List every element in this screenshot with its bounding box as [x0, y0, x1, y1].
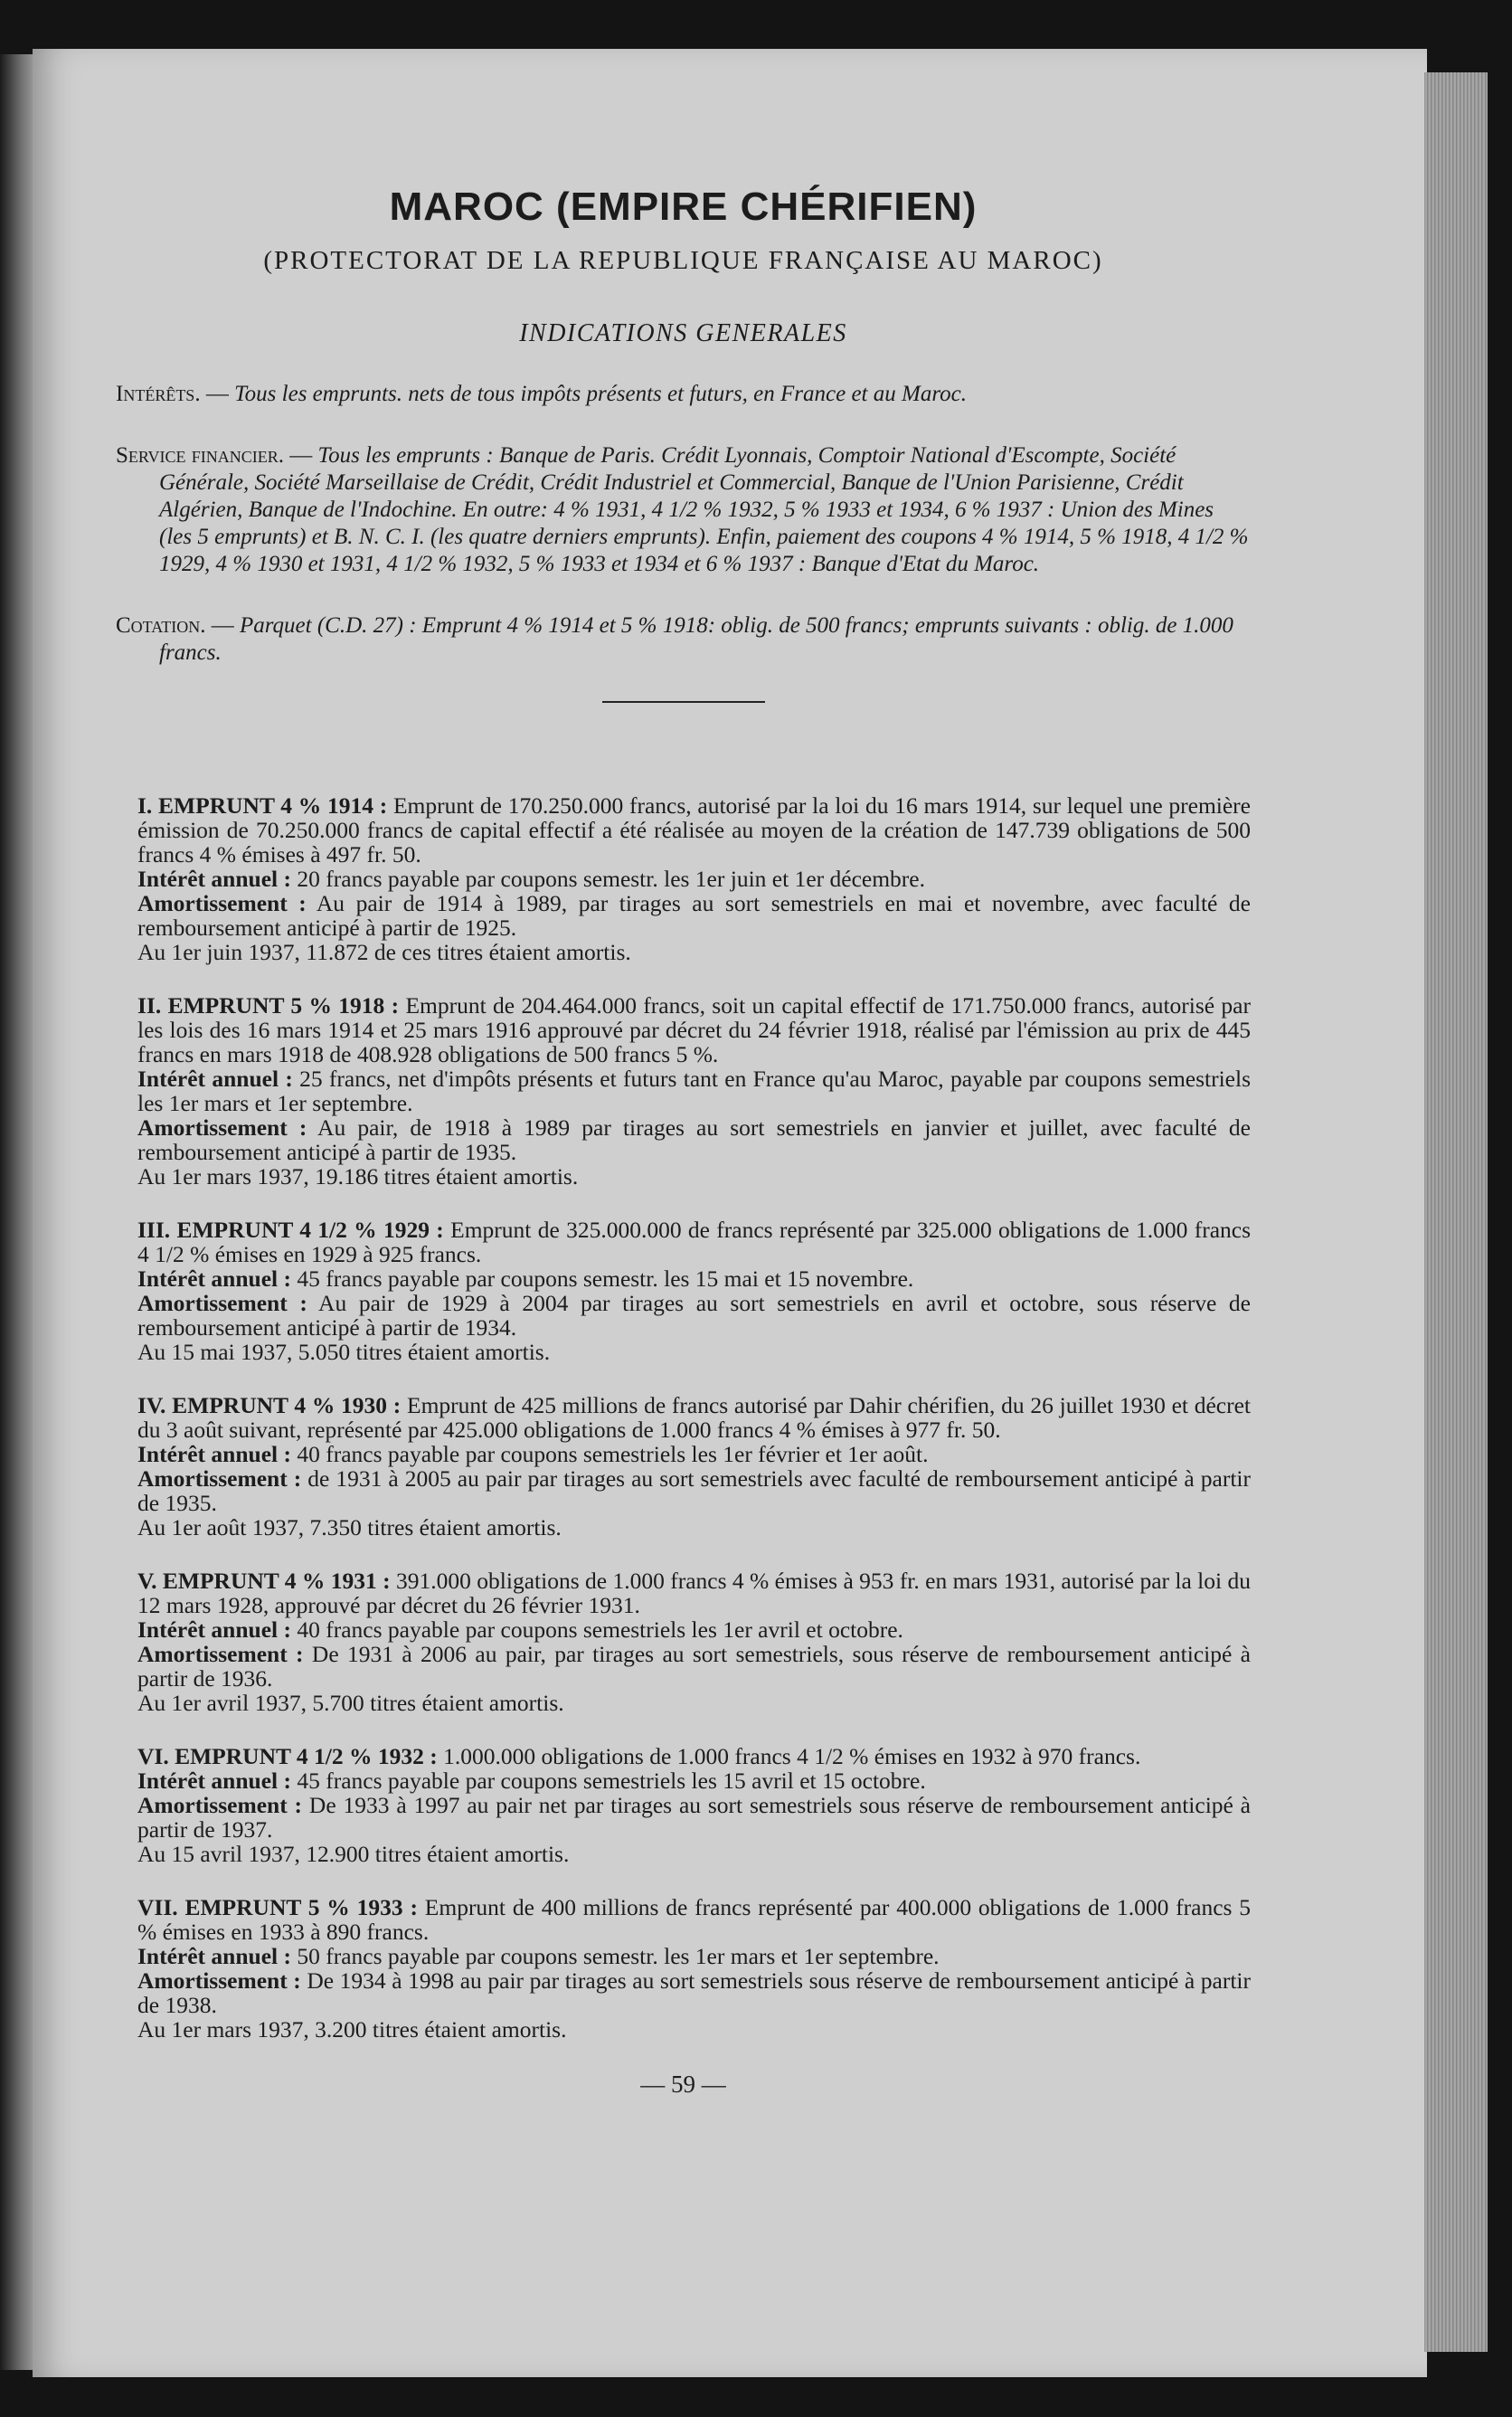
loan-entry: [116, 1393, 1251, 1540]
loan-description-text: Emprunt de 400 millions de francs représenté par 400.000 obligations de 1.000 francs 5 % émises en 1933 à 890 francs.: [137, 1894, 1252, 1945]
loan-description: [116, 1895, 1251, 1944]
loan-amortization: [116, 1115, 1251, 1164]
indication-interets: [116, 381, 1251, 408]
loan-description: [116, 1569, 1251, 1617]
loan-description-text: Emprunt de 170.250.000 francs, autorisé par la loi du 16 mars 1914, sur lequel une première émission de 70.250.000 francs de capital effectif a été réalisée au moyen de la création de 147.739 obligations de 500 francs 4 % émises à 497 fr. 50.: [137, 792, 1251, 867]
loan-entry: [116, 793, 1251, 964]
indication-text: Parquet (C.D. 27) : Emprunt 4 % 1914 et 5 % 1918: oblig. de 500 francs; emprunts suivants : oblig. de 1.000 francs.: [159, 613, 1233, 665]
indication-cotation: [116, 612, 1251, 667]
loan-note: Au 1er mars 1937, 19.186 titres étaient amortis.: [137, 1163, 579, 1190]
loan-description-text: Emprunt de 325.000.000 de francs représenté par 325.000 obligations de 1.000 francs 4 1/2 % émises en 1929 à 925 francs.: [137, 1217, 1252, 1267]
loan-entry: [116, 1895, 1251, 2042]
loan-interest: [116, 1768, 1251, 1793]
loan-heading: VII. EMPRUNT 5 % 1933 :: [137, 1894, 418, 1920]
loan-heading: V. EMPRUNT 4 % 1931 :: [137, 1568, 391, 1594]
interest-text: 45 francs payable par coupons semestr. les 15 mai et 15 novembre.: [297, 1265, 914, 1292]
interest-label: Intérêt annuel :: [137, 1943, 291, 1969]
loan-interest: [116, 1266, 1251, 1291]
loan-description: [116, 993, 1251, 1066]
loan-entry: [116, 993, 1251, 1189]
interest-label: Intérêt annuel :: [137, 1066, 293, 1092]
loan-description-text: 1.000.000 obligations de 1.000 francs 4 1/2 % émises en 1932 à 970 francs.: [443, 1743, 1141, 1769]
loan-amortization: [116, 1466, 1251, 1515]
amortization-label: Amortissement :: [137, 890, 307, 916]
loan-note: Au 15 mai 1937, 5.050 titres étaient amortis.: [137, 1339, 551, 1365]
indication-label: Service financier. —: [116, 443, 313, 468]
amortization-label: Amortissement :: [137, 1641, 304, 1667]
loan-interest: [116, 1617, 1251, 1642]
amortization-text: Au pair, de 1918 à 1989 par tirages au sort semestriels en janvier et juillet, avec faculté de remboursement anticipé à partir de 1935.: [137, 1114, 1251, 1165]
indication-text: Tous les emprunts : Banque de Paris. Crédit Lyonnais, Comptoir National d'Escompte, Société Générale, Société Marseillaise de Crédit, Crédit Industriel et Commercial, Banque de l'Union Parisienne, Crédit Algérien, Banque de l'Indochine. En outre: 4 % 1931, 4 1/2 % 1932, 5 % 1933 et 1934, 6 % 1937 : Union des Mines (les 5 emprunts) et B. N. C. I. (les quatre derniers emprunts). Enfin, paiement des coupons 4 % 1914, 5 % 1918, 4 1/2 % 1929, 4 % 1930 et 1931, 4 1/2 % 1932, 5 % 1933 et 1934 et 6 % 1937 : Banque d'Etat du Maroc.: [159, 443, 1249, 576]
loan-note: Au 15 avril 1937, 12.900 titres étaient amortis.: [137, 1841, 570, 1867]
loan-heading: II. EMPRUNT 5 % 1918 :: [137, 992, 400, 1019]
page-stack-edge: [1424, 72, 1488, 2352]
loan-description-text: 391.000 obligations de 1.000 francs 4 % émises à 953 fr. en mars 1931, autorisé par la loi du 12 mars 1928, approuvé par décret du 26 février 1931.: [137, 1568, 1251, 1618]
amortization-label: Amortissement :: [137, 1290, 307, 1316]
interest-text: 50 francs payable par coupons semestr. les 1er mars et 1er septembre.: [297, 1943, 940, 1969]
indication-label: Cotation. —: [116, 613, 234, 638]
amortization-label: Amortissement :: [137, 1967, 301, 1994]
loan-description-text: Emprunt de 425 millions de francs autorisé par Dahir chérifien, du 26 juillet 1930 et décret du 3 août suivant, représenté par 425.000 obligations de 1.000 francs 4 % émises à 977 fr. 50.: [137, 1392, 1251, 1443]
amortization-text: de 1931 à 2005 au pair par tirages au sort semestriels avec faculté de remboursement anticipé à partir de 1935.: [137, 1465, 1251, 1516]
page-content: [116, 185, 1251, 2099]
interest-label: Intérêt annuel :: [137, 1265, 291, 1292]
amortization-label: Amortissement :: [137, 1792, 303, 1818]
loan-description: [116, 1218, 1251, 1266]
book-gutter: [0, 54, 34, 2370]
loan-entry: [116, 1218, 1251, 1364]
loan-heading: VI. EMPRUNT 4 1/2 % 1932 :: [137, 1743, 438, 1769]
loan-note: Au 1er mars 1937, 3.200 titres étaient amortis.: [137, 2016, 567, 2043]
loan-note: Au 1er juin 1937, 11.872 de ces titres étaient amortis.: [137, 939, 631, 965]
interest-text: 20 francs payable par coupons semestr. les 1er juin et 1er décembre.: [297, 866, 925, 892]
interest-label: Intérêt annuel :: [137, 1441, 291, 1467]
loan-interest: [116, 867, 1251, 891]
loan-amortization: [116, 1793, 1251, 1842]
section-title: INDICATIONS GENERALES: [519, 319, 847, 347]
interest-label: Intérêt annuel :: [137, 1616, 291, 1643]
loan-interest: [116, 1442, 1251, 1466]
indication-label: Intérêts. —: [116, 382, 229, 406]
loan-note: Au 1er août 1937, 7.350 titres étaient amortis.: [137, 1514, 562, 1540]
amortization-label: Amortissement :: [137, 1465, 302, 1492]
amortization-text: De 1933 à 1997 au pair net par tirages au sort semestriels sous réserve de remboursement anticipé à partir de 1937.: [137, 1792, 1252, 1843]
loan-heading: IV. EMPRUNT 4 % 1930 :: [137, 1392, 402, 1418]
amortization-label: Amortissement :: [137, 1114, 307, 1141]
page-number: — 59 —: [640, 2071, 726, 2098]
loan-note: Au 1er avril 1937, 5.700 titres étaient amortis.: [137, 1690, 564, 1716]
interest-text: 45 francs payable par coupons semestriels les 15 avril et 15 octobre.: [297, 1768, 926, 1794]
interest-label: Intérêt annuel :: [137, 1768, 291, 1794]
page-subtitle: (PROTECTORAT DE LA REPUBLIQUE FRANÇAISE AU MAROC): [263, 246, 1103, 275]
interest-text: 40 francs payable par coupons semestriels les 1er février et 1er août.: [297, 1441, 929, 1467]
indication-text: Tous les emprunts. nets de tous impôts présents et futurs, en France et au Maroc.: [234, 382, 967, 406]
loans-list: [116, 793, 1251, 2042]
loan-description-text: Emprunt de 204.464.000 francs, soit un capital effectif de 171.750.000 francs, autorisé par les lois des 16 mars 1914 et 25 mars 1916 approuvé par décret du 24 février 1918, réalisé par l'émission au prix de 445 francs en mars 1918 de 408.928 obligations de 500 francs 5 %.: [137, 992, 1251, 1067]
loan-heading: III. EMPRUNT 4 1/2 % 1929 :: [137, 1217, 444, 1243]
loan-description: [116, 793, 1251, 867]
loan-description: [116, 1393, 1251, 1442]
loan-description: [116, 1744, 1251, 1768]
section-divider: [602, 701, 765, 703]
indication-service-financier: [116, 442, 1251, 578]
interest-label: Intérêt annuel :: [137, 866, 291, 892]
loan-entry: [116, 1744, 1251, 1866]
loan-amortization: [116, 891, 1251, 940]
amortization-text: De 1934 à 1998 au pair par tirages au sort semestriels sous réserve de remboursement anticipé à partir de 1938.: [137, 1967, 1251, 2018]
loan-interest: [116, 1944, 1251, 1968]
amortization-text: Au pair de 1914 à 1989, par tirages au sort semestriels en mai et novembre, avec faculté de remboursement anticipé à partir de 1925.: [137, 890, 1251, 941]
book-page: [33, 49, 1427, 2377]
loan-heading: I. EMPRUNT 4 % 1914 :: [137, 792, 388, 819]
loan-amortization: [116, 1968, 1251, 2017]
loan-entry: [116, 1569, 1251, 1715]
loan-amortization: [116, 1642, 1251, 1691]
interest-text: 25 francs, net d'impôts présents et futurs tant en France qu'au Maroc, payable par coupons semestriels les 1er mars et 1er septembre.: [137, 1066, 1252, 1116]
loan-amortization: [116, 1291, 1251, 1340]
amortization-text: De 1931 à 2006 au pair, par tirages au sort semestriels, sous réserve de remboursement anticipé à partir de 1936.: [137, 1641, 1251, 1692]
interest-text: 40 francs payable par coupons semestriels les 1er avril et octobre.: [297, 1616, 903, 1643]
amortization-text: Au pair de 1929 à 2004 par tirages au sort semestriels en avril et octobre, sous réserve de remboursement anticipé à partir de 1934.: [137, 1290, 1251, 1341]
loan-interest: [116, 1066, 1251, 1115]
page-title: MAROC (EMPIRE CHÉRIFIEN): [389, 185, 978, 229]
